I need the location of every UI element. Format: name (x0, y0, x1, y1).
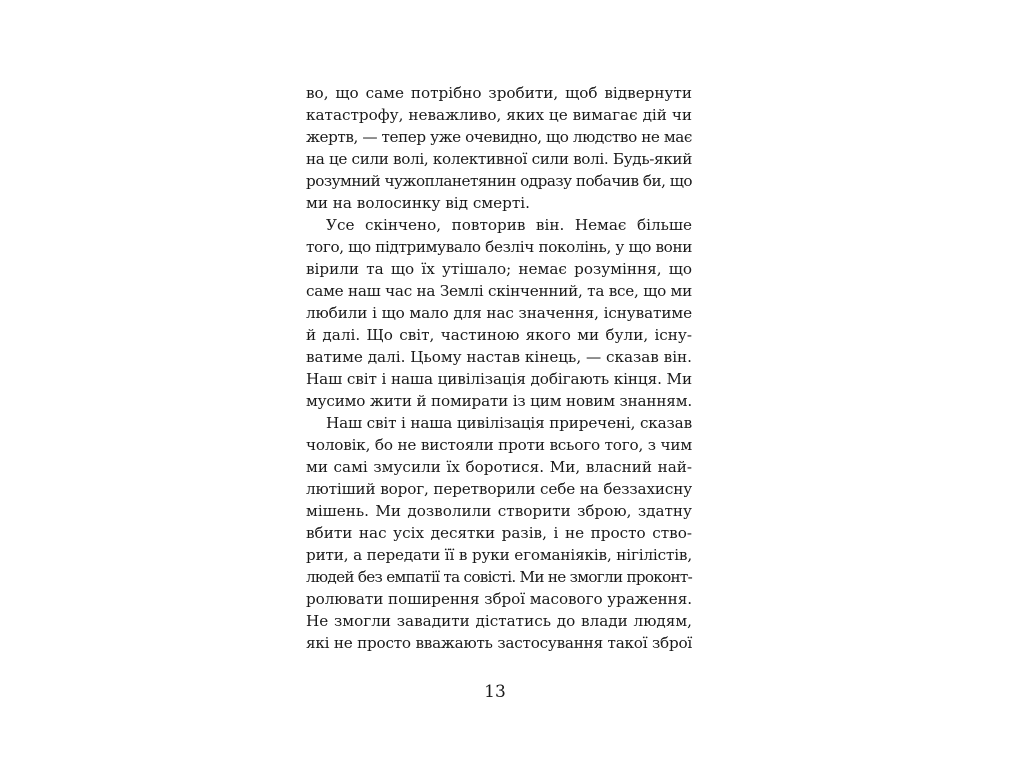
text-line: розумний чужопланетянин одразу побачив би, що (306, 172, 692, 190)
page-number: 13 (484, 682, 506, 702)
text-line: людей без емпатії та совісті. Ми не змогли проконт- (306, 568, 692, 586)
text-line: мішень. Ми дозволили створити зброю, здатну (306, 502, 692, 520)
text-line: любили і що мало для нас значення, існуватиме (306, 304, 692, 322)
body-text (306, 82, 692, 654)
text-line: саме наш час на Землі скінченний, та все, що ми (306, 282, 692, 300)
text-line: на це сили волі, колективної сили волі. Будь-який (306, 150, 692, 168)
text-line: вірили та що їх утішало; немає розуміння, що (306, 260, 692, 278)
text-line: Наш світ і наша цивілізація добігають кінця. Ми (306, 370, 692, 388)
text-line: мусимо жити й помирати із цим новим знанням. (306, 392, 692, 410)
text-line: того, що підтримувало безліч поколінь, у що вони (306, 238, 692, 256)
text-line: во, що саме потрібно зробити, щоб відвернути (306, 84, 692, 102)
text-line: Наш світ і наша цивілізація приречені, сказав (326, 414, 692, 432)
text-line: катастрофу, неважливо, яких це вимагає дій чи (306, 106, 692, 124)
text-line: які не просто вважають застосування такої зброї (306, 634, 692, 652)
text-line: рити, а передати її в руки егоманіяків, нігілістів, (306, 546, 692, 564)
text-line: Усе скінчено, повторив він. Немає більше (326, 216, 692, 234)
text-line: жертв, — тепер уже очевидно, що людство не має (306, 128, 692, 146)
text-line: ролювати поширення зброї масового ураження. (306, 590, 692, 608)
text-line: Не змогли завадити дістатись до влади людям, (306, 612, 692, 630)
text-line: й далі. Що світ, частиною якого ми були, існу- (306, 326, 692, 344)
text-line: ми самі змусили їх боротися. Ми, власний най- (306, 458, 692, 476)
text-line: лютіший ворог, перетворили себе на беззахисну (306, 480, 692, 498)
text-line: ми на волосинку від смерті. (306, 194, 530, 212)
text-line: вбити нас усіх десятки разів, і не просто ство- (306, 524, 692, 542)
text-line: чоловік, бо не вистояли проти всього того, з чим (306, 436, 692, 454)
text-line: ватиме далі. Цьому настав кінець, — сказав він. (306, 348, 692, 366)
